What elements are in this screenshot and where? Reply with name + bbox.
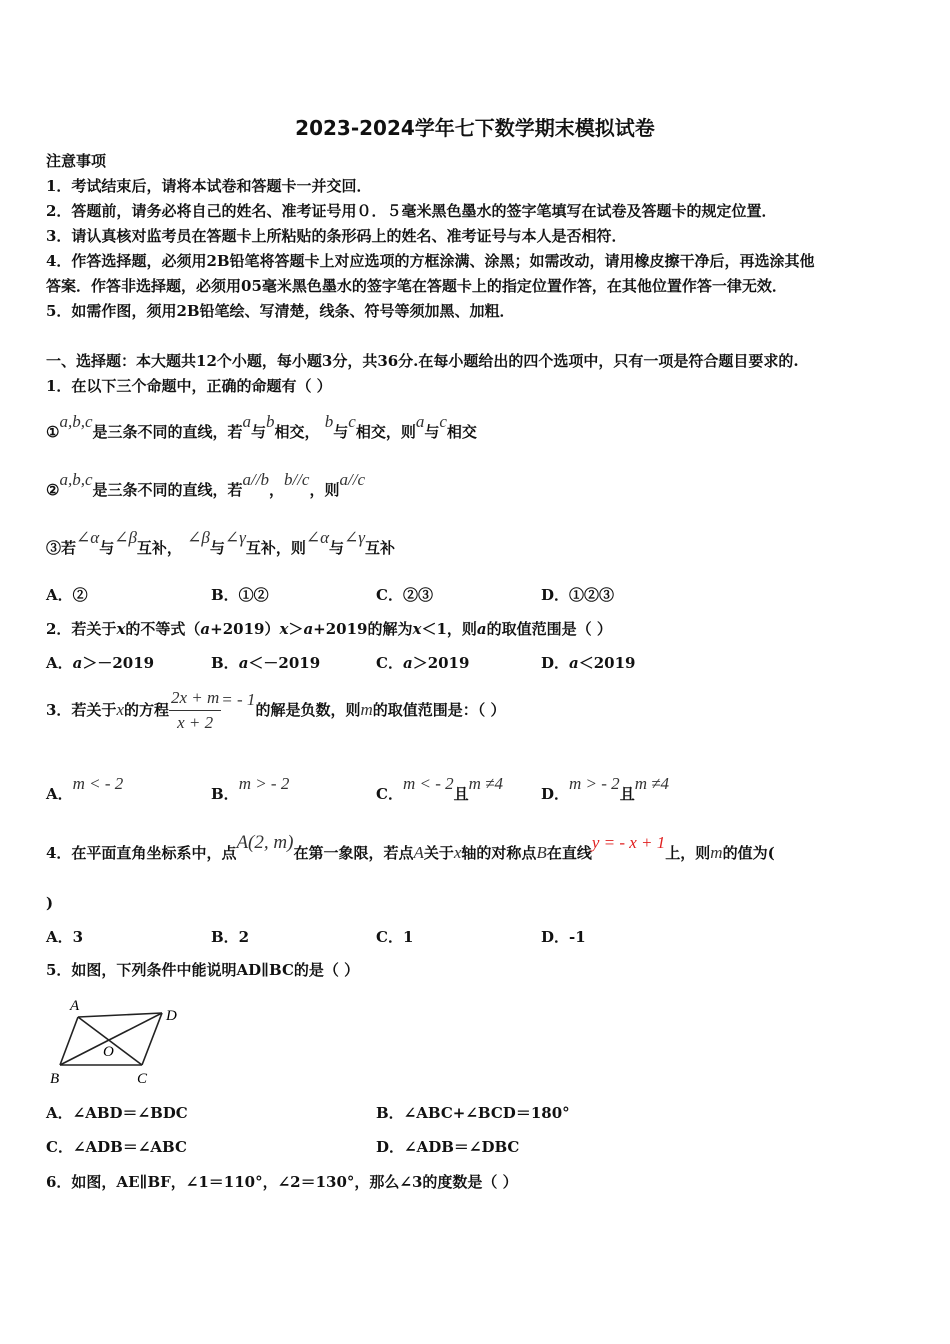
q4-text: 在直线	[546, 844, 592, 862]
circled-number: ②	[46, 481, 60, 499]
q3-option-d[interactable]	[541, 774, 670, 804]
math-var: x	[279, 620, 289, 638]
side-ad	[78, 1013, 162, 1017]
math-var: a	[402, 654, 413, 672]
math-expr: m ≠4	[468, 774, 503, 793]
q4-option-b[interactable]: B．2	[211, 928, 250, 946]
q3-text: 3．若关于	[46, 701, 117, 719]
q2-option-b[interactable]	[211, 653, 320, 673]
q2-text: ＞	[288, 620, 304, 638]
math-var: a	[303, 620, 314, 638]
q1-statement-3	[46, 528, 396, 558]
math-angle: ∠β	[114, 528, 137, 547]
option-text: ＞2019	[412, 654, 470, 672]
math-var: a	[72, 654, 83, 672]
label-o: O	[103, 1044, 114, 1060]
option-label: A．	[46, 785, 73, 803]
statement-text: 是三条不同的直线，若	[92, 423, 243, 441]
statement-text: ，	[268, 481, 284, 499]
q1-option-c[interactable]: C．②③	[376, 586, 433, 604]
math-var: B	[536, 843, 547, 862]
q1-option-b[interactable]: B．①②	[211, 586, 269, 604]
option-text: ＜2019	[578, 654, 636, 672]
option-text: 且	[453, 785, 469, 803]
math-var: c	[439, 412, 447, 431]
q6-stem: 6．如图，AE∥BF，∠1＝110°，∠2＝130°，那么∠3的度数是（ ）	[46, 1173, 518, 1191]
equation-rhs: = - 1	[221, 690, 256, 709]
math-line-equation: y = - x + 1	[591, 833, 666, 852]
math-var: x	[453, 843, 462, 862]
q4-close-paren: )	[46, 894, 54, 912]
q3-option-a[interactable]	[46, 774, 124, 804]
circled-number: ①	[46, 423, 60, 441]
q4-text: 上，则	[665, 844, 711, 862]
math-expr: b//c	[283, 470, 310, 489]
statement-text: ，则	[309, 481, 340, 499]
note-item: 2．答题前，请务必将自己的姓名、准考证号用０．５毫米黑色墨水的签字笔填写在试卷及答题卡的规定位置．	[46, 202, 777, 220]
q3-stem	[46, 685, 505, 735]
math-var: b	[266, 412, 275, 431]
math-angle: ∠α	[305, 528, 330, 547]
math-var: a	[569, 654, 579, 672]
q2-option-d[interactable]	[541, 653, 636, 673]
page-title: 2023-2024学年七下数学期末模拟试卷	[295, 116, 655, 140]
option-label: B．	[211, 785, 239, 803]
statement-text: 与	[209, 539, 225, 557]
math-expr: a//b	[242, 470, 269, 489]
q2-text: +2019）	[210, 620, 280, 638]
q4-option-c[interactable]: C．1	[376, 928, 414, 946]
q4-text: 4．在平面直角坐标系中，点	[46, 844, 237, 862]
option-label: A．	[46, 654, 73, 672]
option-text: ＜－2019	[248, 654, 321, 672]
q3-text: 的取值范围是：（ ）	[372, 701, 506, 719]
fraction-numerator: 2x + m	[169, 686, 221, 711]
note-item: 5．如需作图，须用2B铅笔绘、写清楚，线条、符号等须加黑、加粗．	[46, 302, 515, 320]
q2-text: 的取值范围是（ ）	[486, 620, 612, 638]
option-label: C．	[376, 654, 403, 672]
q5-option-c[interactable]: C．∠ADB＝∠ABC	[46, 1138, 187, 1156]
note-item: 3．请认真核对监考员在答题卡上所粘贴的条形码上的姓名、准考证号与本人是否相符．	[46, 227, 627, 245]
math-expr: m ≠4	[634, 774, 670, 793]
statement-text: 是三条不同的直线，若	[92, 481, 243, 499]
math-expr: m > - 2	[238, 774, 290, 793]
label-c: C	[137, 1071, 148, 1087]
note-item: 答案．作答非选择题，必须用05毫米黑色墨水的签字笔在答题卡上的指定位置作答，在其他位置作答一律无效．	[46, 277, 787, 295]
note-item: 1．考试结束后，请将本试卷和答题卡一并交回．	[46, 177, 372, 195]
math-var: b	[324, 412, 334, 431]
section-heading: 一、选择题：本大题共12个小题，每小题3分，共36分.在每小题给出的四个选项中，只有一项是符合题目要求的.	[46, 352, 799, 370]
math-var: a	[415, 412, 425, 431]
math-expr: m < - 2	[402, 774, 454, 793]
q2-text: 的不等式（	[125, 620, 201, 638]
q4-stem	[46, 832, 775, 863]
math-angle: ∠γ	[224, 528, 246, 547]
math-expr: m > - 2	[569, 774, 620, 793]
math-var: a	[200, 620, 211, 638]
q4-option-a[interactable]: A．3	[46, 928, 84, 946]
math-var: x	[116, 700, 124, 719]
q4-option-d[interactable]: D．-1	[541, 928, 586, 946]
q2-text: 2．若关于	[46, 620, 117, 638]
note-item: 4．作答选择题，必须用2B铅笔将答题卡上对应选项的方框涂满、涂黑；如需改动，请用橡皮擦干净后，再选涂其他	[46, 252, 815, 270]
math-var: x	[412, 620, 422, 638]
statement-text: 与	[251, 423, 267, 441]
option-text: ＞－2019	[82, 654, 155, 672]
option-label: D．	[541, 654, 570, 672]
q3-text: 的方程	[123, 701, 169, 719]
statement-text: 互补，则	[245, 539, 306, 557]
q5-option-d[interactable]: D．∠ADB＝∠DBC	[376, 1138, 520, 1156]
math-expr: a,b,c	[59, 470, 93, 489]
option-label: B．	[211, 654, 239, 672]
q3-option-b[interactable]	[211, 774, 290, 804]
q4-text: 关于	[423, 844, 454, 862]
label-b: B	[50, 1071, 60, 1087]
q1-option-a[interactable]: A．②	[46, 586, 88, 604]
math-angle: ∠α	[76, 528, 100, 547]
statement-text: 相交	[446, 423, 477, 441]
q3-text: 的解是负数，则	[255, 701, 361, 719]
option-text: 且	[619, 785, 635, 803]
q4-text: 的值为(	[722, 844, 775, 862]
q3-option-c[interactable]	[376, 774, 503, 804]
q1-statement-2	[46, 470, 365, 500]
math-var: m	[710, 843, 723, 862]
math-var: x	[116, 620, 126, 638]
math-var: m	[360, 700, 373, 719]
label-a: A	[70, 998, 80, 1014]
option-label: C．	[376, 785, 403, 803]
q1-stem: 1．在以下三个命题中，正确的命题有（ ）	[46, 377, 332, 395]
statement-text: 与	[333, 423, 349, 441]
statement-text: ③若	[46, 539, 77, 557]
equation-fraction	[169, 686, 221, 735]
q4-text: 在第一象限，若点	[293, 844, 414, 862]
q5-stem: 5．如图，下列条件中能说明AD∥BC的是（ ）	[46, 961, 360, 979]
q2-option-c[interactable]	[376, 653, 469, 673]
q1-option-d[interactable]: D．①②③	[541, 586, 615, 604]
math-expr: m < - 2	[72, 774, 124, 793]
notes-heading: 注意事项	[46, 152, 107, 170]
math-var: a	[242, 412, 252, 431]
math-angle: ∠β	[187, 528, 210, 547]
statement-text: 与	[99, 539, 115, 557]
math-expr: a,b,c	[59, 412, 93, 431]
statement-text: 相交，	[274, 423, 320, 441]
q2-text: +2019的解为	[313, 620, 413, 638]
q4-text: 轴的对称点	[461, 844, 537, 862]
q2-option-a[interactable]	[46, 653, 154, 673]
math-var: A	[413, 843, 424, 862]
statement-text: 与	[424, 423, 440, 441]
q2-stem	[46, 619, 612, 639]
math-expr: a//c	[339, 470, 365, 489]
statement-text: 互补，	[136, 539, 182, 557]
label-d: D	[166, 1008, 177, 1024]
math-var: a	[238, 654, 249, 672]
statement-text: 相交，则	[355, 423, 416, 441]
parallelogram-figure	[40, 995, 190, 1087]
fraction-denominator: x + 2	[177, 712, 214, 732]
q2-text: ＜1，则	[421, 620, 477, 638]
math-angle: ∠γ	[344, 528, 366, 547]
math-var: c	[348, 412, 356, 431]
math-point: A(2, m)	[236, 832, 294, 853]
q5-option-a[interactable]: A．∠ABD＝∠BDC	[46, 1104, 188, 1122]
q5-option-b[interactable]: B．∠ABC+∠BCD＝180°	[376, 1104, 570, 1122]
statement-text: 与	[329, 539, 345, 557]
option-label: D．	[541, 785, 570, 803]
statement-text: 互补	[365, 539, 396, 557]
q1-statement-1	[46, 412, 477, 442]
math-var: a	[476, 620, 487, 638]
